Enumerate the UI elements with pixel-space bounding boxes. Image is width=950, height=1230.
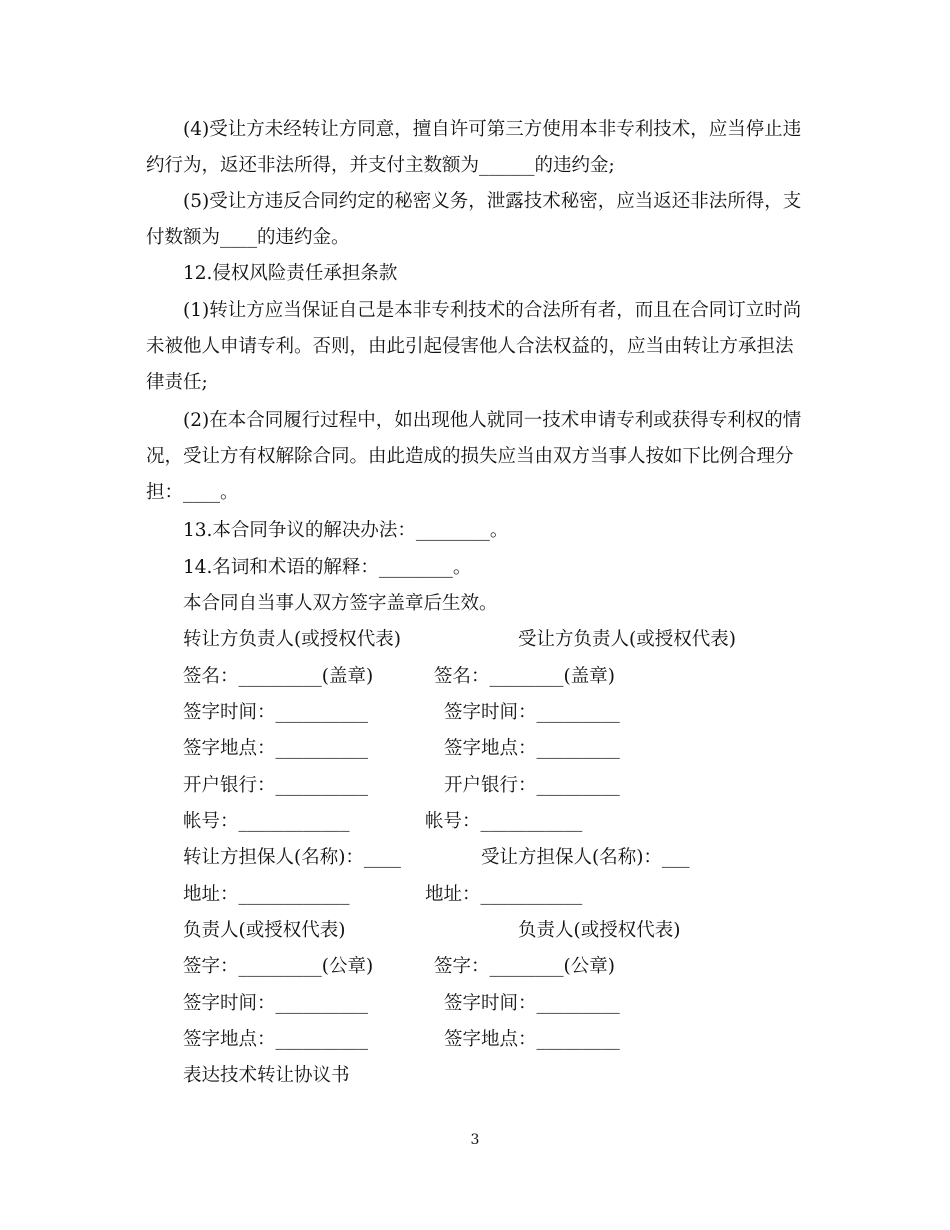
transferee-sign-time: 签字时间：_________ [444, 702, 620, 723]
transferor-guarantor-sign-time: 签字时间：__________ [183, 993, 369, 1014]
transferee-sign-place: 签字地点：_________ [444, 738, 620, 759]
transferee-guarantor-sign-time: 签字时间：_________ [444, 993, 620, 1014]
transferor-guarantor-rep: 负责人(或授权代表) [183, 920, 346, 941]
transferor-guarantor-address: 地址：____________ [183, 884, 350, 905]
transferee-guarantor-address: 地址：___________ [425, 884, 583, 905]
clause-13: 13.本合同争议的解决办法：________。 [183, 520, 509, 541]
transferee-guarantor-rep: 负责人(或授权代表) [518, 920, 681, 941]
clause-5: (5)受让方违反合同约定的秘密义务，泄露技术秘密，应当返还非法所得，支付数额为____的违约金。 [146, 191, 802, 248]
transferor-guarantor-sign-place: 签字地点：__________ [183, 1029, 369, 1050]
transferor-rep-heading: 转让方负责人(或授权代表) [183, 629, 401, 650]
transferor-bank: 开户银行：__________ [183, 775, 369, 796]
transferee-guarantor-sign-place: 签字地点：_________ [444, 1029, 620, 1050]
clause-12-heading: 12.侵权风险责任承担条款 [183, 263, 398, 284]
transferee-bank: 开户银行：_________ [444, 775, 620, 796]
document-footer-title: 表达技术转让协议书 [183, 1065, 350, 1086]
transferee-guarantor-signature: 签字：________(公章) [434, 956, 615, 977]
transferee-rep-heading: 受让方负责人(或授权代表) [518, 629, 736, 650]
transferor-guarantor: 转让方担保人(名称)：____ [183, 847, 401, 868]
page-number: 3 [470, 1132, 480, 1148]
clause-14: 14.名词和术语的解释：________。 [183, 557, 472, 578]
clause-12-2: (2)在本合同履行过程中，如出现他人就同一技术申请专利或获得专利权的情况，受让方有权解除合同。由此造成的损失应当由双方当事人按如下比例合理分担：____。 [146, 410, 802, 503]
transferee-signature-field: 签名：________(盖章) [434, 666, 615, 687]
clause-12-1: (1)转让方应当保证自己是本非专利技术的合法所有者，而且在合同订立时尚未被他人申请专利。否则，由此引起侵害他人合法权益的，应当由转让方承担法律责任; [146, 300, 802, 393]
transferee-guarantor: 受让方担保人(名称)：___ [481, 847, 690, 868]
transferor-signature-field: 签名：_________(盖章) [183, 666, 374, 687]
transferor-account: 帐号：____________ [183, 811, 350, 832]
transferor-sign-place: 签字地点：__________ [183, 738, 369, 759]
transferor-sign-time: 签字时间：__________ [183, 702, 369, 723]
transferee-account: 帐号：___________ [425, 811, 583, 832]
clause-4: (4)受让方未经转让方同意，擅自许可第三方使用本非专利技术，应当停止违约行为，返还非法所得，并支付主数额为______的违约金; [146, 119, 802, 176]
effective-statement: 本合同自当事人双方签字盖章后生效。 [183, 593, 498, 614]
transferor-guarantor-signature: 签字：_________(公章) [183, 956, 374, 977]
